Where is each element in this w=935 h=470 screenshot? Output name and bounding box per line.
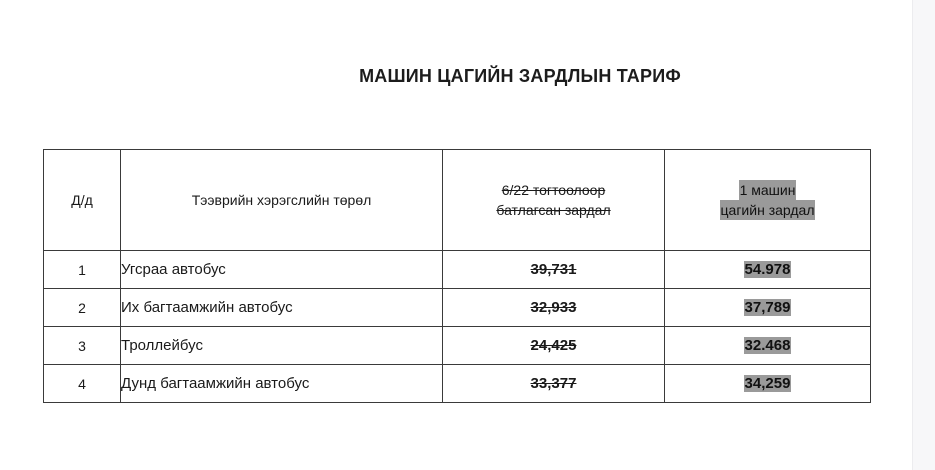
table-header-row — [44, 150, 871, 251]
header-vehicle-type: Тээврийн хэрэгслийн төрөл — [121, 150, 443, 251]
row-vehicle: Дунд багтаамжийн автобус — [121, 365, 443, 403]
row-vehicle: Их багтаамжийн автобус — [121, 289, 443, 327]
header-new-cost — [665, 150, 871, 251]
row-vehicle: Угсраа автобус — [121, 251, 443, 289]
table-row — [44, 289, 871, 327]
header-index: Д/д — [44, 150, 121, 251]
row-old-cost: 32,933 — [443, 289, 665, 327]
row-old-cost: 33,377 — [443, 365, 665, 403]
table-row — [44, 251, 871, 289]
tariff-table — [43, 149, 871, 403]
document-title: МАШИН ЦАГИЙН ЗАРДЛЫН ТАРИФ — [359, 66, 681, 86]
header-new-cost-line1: 1 машин — [739, 182, 796, 198]
row-vehicle: Троллейбус — [121, 327, 443, 365]
row-new-cost: 34,259 — [665, 365, 871, 403]
row-new-cost: 32.468 — [665, 327, 871, 365]
row-new-cost: 54.978 — [665, 251, 871, 289]
row-new-cost: 37,789 — [665, 289, 871, 327]
table-row — [44, 365, 871, 403]
row-index: 2 — [44, 289, 121, 327]
row-old-cost: 24,425 — [443, 327, 665, 365]
row-index: 3 — [44, 327, 121, 365]
row-index: 1 — [44, 251, 121, 289]
header-new-cost-line2: цагийн зардал — [720, 202, 815, 218]
table-row — [44, 327, 871, 365]
row-index: 4 — [44, 365, 121, 403]
header-old-cost-line2: батлагсан зардал — [496, 202, 611, 218]
header-old-cost-line1: 6/22 тогтоолоор — [501, 182, 606, 198]
header-old-cost — [443, 150, 665, 251]
row-old-cost: 39,731 — [443, 251, 665, 289]
